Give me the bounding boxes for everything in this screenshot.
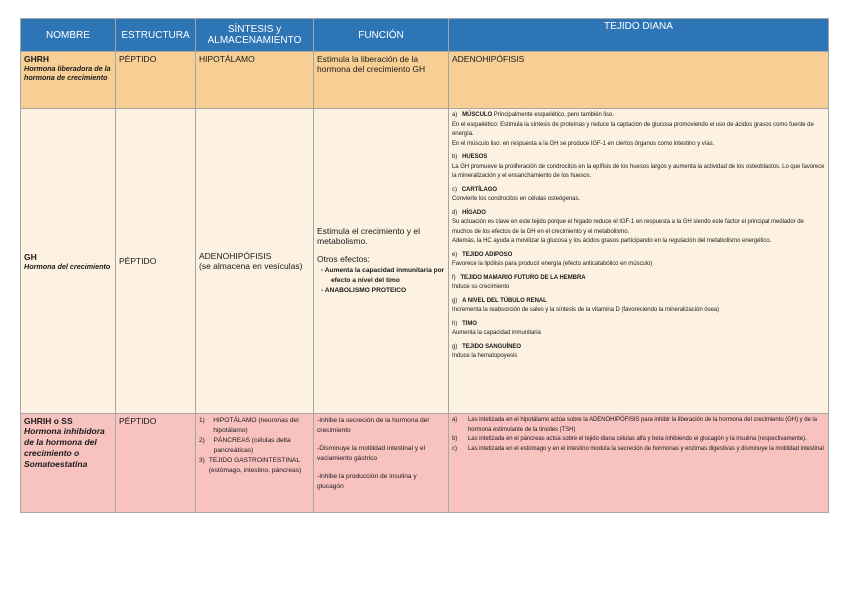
target-line: En el músculo liso: en respuesta a la GH se produce IGF-1 en ciertos órganos como intestino y vías. bbox=[452, 140, 715, 147]
target-line: Incrementa la reabsorción de sales y la síntesis de la vitamina D (favoreciendo la mineralización ósea) bbox=[452, 307, 719, 313]
cell-name bbox=[21, 52, 116, 109]
target-title: HÍGADO bbox=[462, 209, 486, 216]
cell-synthesis bbox=[196, 109, 314, 414]
target-title: TEJIDO ADIPOSO bbox=[462, 251, 513, 258]
target-line: Su actuación es clave en este tejido porque el hígado reduce el IGF-1 en respuesta a la GH siendo este factor el principal mediador de muchos de los efectos de la GH en el crecimiento y el metabolismo. bbox=[452, 219, 804, 235]
synthesis-item: TEJIDO GASTROINTESTINAL (estómago, intestino, páncreas) bbox=[208, 457, 302, 474]
synthesis-site: ADENOHIPÓFISIS bbox=[199, 251, 272, 261]
cell-function bbox=[314, 109, 449, 414]
target-title: CARTÍLAGO bbox=[461, 186, 497, 193]
target-title: TIMO bbox=[462, 320, 477, 327]
table-row-gh bbox=[21, 109, 829, 414]
function-item: -Inhibe la secreción de la hormona del crecimiento bbox=[317, 417, 429, 434]
cell-target: a) MÚSCULO Principalmente esquelético, pero también liso. En el esquelético: Estimula la síntesis de proteínas y reduce la captación de glucosa promoviendo el uso de ácidos grasos como fuente de energía. En el músculo liso: en respuesta a la GH se produce IGF-1 en ciertos órganos como intestino y vías. b) HUESOS La GH promueve la proliferación de condrocitos en la epífisis de los huesos largos y aumenta la actividad de los osteoblastos. Lo que favorece la mineralización y el ensanchamiento de los huesos. c) CARTÍLAGO Convierte los condrocitos en células osteógenas. d) HÍGADO Su actuación es clave en este tejido porque el hígado reduce el IGF-1 en respuesta a la GH siendo este factor el principal mediador de muchos de los efectos de la GH en el crecimiento y el metabolismo. Además, la HC ayuda a movilizar la glucosa y los ácidos grasos participando en la regulación del metabolismo energético. e) TEJIDO ADIPOSO Favorece la lipólisis para producir energía (efecto anticatabólico en músculo) f) TEJIDO MAMARIO FUTURO DE LA HEMBRA Induce su crecimiento g) A NIVEL DEL TÚBULO RENAL Incrementa la reabsorción de sales y la síntesis de la vitamina D (favoreciendo la mineralización ósea) h) TIMO Aumenta la capacidad inmunitaria g) TEJIDO SANGUÍNEO Induce la hematopoyesis bbox=[449, 109, 829, 414]
synthesis-note: (se almacena en vesículas) bbox=[199, 261, 303, 271]
table-row-ghrih bbox=[21, 414, 829, 513]
header-nombre: NOMBRE bbox=[21, 19, 116, 52]
target-line: Además, la HC ayuda a movilizar la glucosa y los ácidos grasos participando en la regulación del metabolismo energético. bbox=[452, 238, 772, 244]
hormone-name: GHRIH o SS bbox=[24, 416, 73, 426]
target-line: La GH promueve la proliferación de condrocitos en la epífisis de los huesos largos y aumenta la actividad de los osteoblastos. Lo que favorece la mineralización y el ensanchamiento de los huesos. bbox=[452, 163, 825, 179]
cell-target: ADENOHIPÓFISIS bbox=[449, 52, 829, 109]
target-line: Favorece la lipólisis para producir energía (efecto anticatabólico en músculo) bbox=[452, 261, 653, 267]
target-line: Induce la hematopoyesis bbox=[452, 353, 518, 359]
target-line: Convierte los condrocitos en células osteógenas. bbox=[452, 196, 581, 202]
hormone-name: GHRH bbox=[24, 54, 50, 64]
target-title: TEJIDO SANGUÍNEO bbox=[462, 343, 521, 350]
table-row-ghrh bbox=[21, 52, 829, 109]
target-title: HUESOS bbox=[462, 154, 488, 160]
cell-name bbox=[21, 414, 116, 513]
function-text: Estimula el crecimiento y el metabolismo. bbox=[317, 226, 420, 246]
cell-synthesis: 1) HIPOTÁLAMO (neuronas del hipotálamo) 2) PÁNCREAS (células delta pancreáticas) 3) TEJIDO GASTROINTESTINAL (estómago, intestino, páncreas) bbox=[196, 414, 314, 513]
synthesis-item: PÁNCREAS (células delta pancreáticas) bbox=[213, 437, 291, 454]
header-row bbox=[21, 19, 829, 52]
target-line: Las intetizada en el estómago y en el intestino modula la secreción de hormonas y enzimas digestivas y disminuye la motilidad intestinal bbox=[468, 445, 824, 452]
hormone-full-name: Hormona inhibidora de la hormona del crecimiento o Somatoestatina bbox=[24, 426, 105, 469]
header-tejido-diana: TEJIDO DIANA bbox=[449, 19, 829, 52]
target-line: Induce su crecimiento bbox=[452, 284, 510, 290]
cell-name bbox=[21, 109, 116, 414]
target-line: Las intetizada en el hipotálamo actúa sobre la ADENOHIPÓFISIS para inhibir la liberación de la hormona del crecimiento (GH) y de la hormona estimulante de la tiroides (TSH) bbox=[468, 417, 817, 433]
other-effects-label: Otros efectos: bbox=[317, 254, 370, 264]
cell-structure: PÉPTIDO bbox=[116, 109, 196, 414]
target-title: TEJIDO MAMARIO FUTURO DE LA HEMBRA bbox=[460, 274, 586, 281]
cell-structure: PÉPTIDO bbox=[116, 52, 196, 109]
target-line: Aumenta la capacidad inmunitaria bbox=[452, 330, 541, 336]
hormone-name: GH bbox=[24, 251, 37, 262]
list-item: - ANABOLISMO PROTEICO bbox=[331, 286, 445, 296]
hormone-full-name: Hormona liberadora de la hormona de crecimiento bbox=[24, 64, 111, 82]
target-title: MÚSCULO bbox=[462, 112, 493, 118]
synthesis-item: HIPOTÁLAMO (neuronas del hipotálamo) bbox=[213, 417, 299, 434]
function-item: -Disminuye la motilidad intestinal y el vaciamiento gástrico bbox=[317, 445, 426, 462]
cell-target: a) Las intetizada en el hipotálamo actúa sobre la ADENOHIPÓFISIS para inhibir la liberación de la hormona del crecimiento (GH) y de la hormona estimulante de la tiroides (TSH) b) Las intetizada en el páncreas actúa sobre el tejido diana células alfa y beta inhibiendo el glucagón y la insulina (respectivamente). c) Las intetizada en el estómago y en el intestino modula la secreción de hormonas y enzimas digestivas y disminuye la motilidad intestinal bbox=[449, 414, 829, 513]
target-line: En el esquelético: Estimula la síntesis de proteínas y reduce la captación de glucosa promoviendo el uso de ácidos grasos como fuente de energía. bbox=[452, 121, 814, 137]
header-estructura: ESTRUCTURA bbox=[116, 19, 196, 52]
hormone-table bbox=[20, 18, 829, 513]
function-item: -Inhibe la producción de insulina y glucagón bbox=[317, 473, 417, 490]
target-title: A NIVEL DEL TÚBULO RENAL bbox=[462, 297, 547, 304]
target-line: Las intetizada en el páncreas actúa sobre el tejido diana células alfa y beta inhibiendo el glucagón y la insulina (respectivamente). bbox=[468, 436, 807, 442]
cell-synthesis: HIPOTÁLAMO bbox=[196, 52, 314, 109]
cell-function bbox=[314, 414, 449, 513]
cell-structure: PÉPTIDO bbox=[116, 414, 196, 513]
hormone-full-name: Hormona del crecimiento bbox=[24, 261, 111, 271]
header-funcion: FUNCIÓN bbox=[314, 19, 449, 52]
list-item: - Aumenta la capacidad inmunitaria por efecto a nivel del timo bbox=[331, 266, 445, 286]
cell-function: Estimula la liberación de la hormona del crecimiento GH bbox=[314, 52, 449, 109]
header-sintesis: SÍNTESIS y ALMACENAMIENTO bbox=[196, 19, 314, 52]
